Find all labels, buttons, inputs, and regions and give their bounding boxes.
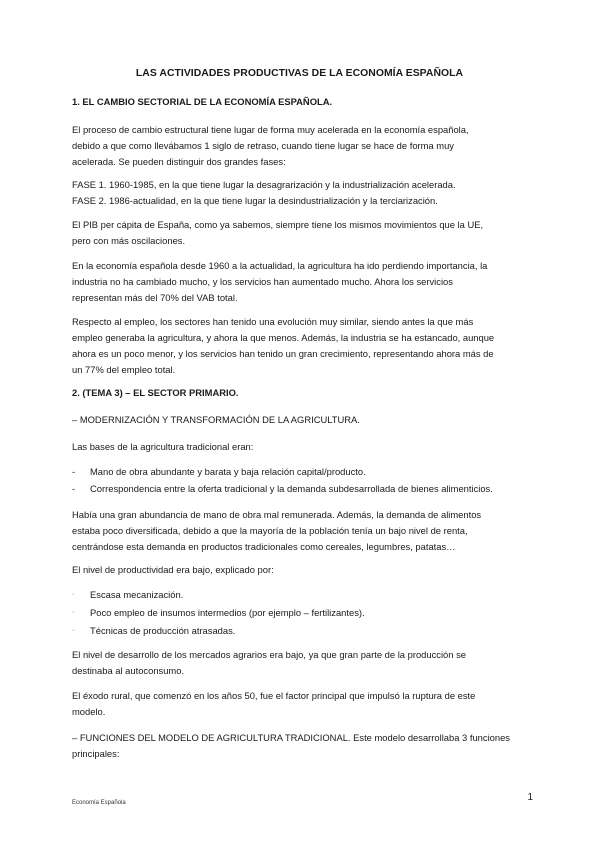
text-line: destinaba al autoconsumo.	[72, 665, 185, 676]
paragraph-markets	[72, 647, 534, 679]
text-line: industria no ha cambiado mucho, y los servicios han aumentado mucho. Ahora los servicios	[72, 276, 453, 287]
text-line: El PIB per cápita de España, como ya sabemos, siempre tiene los mismos movimientos que la UE,	[72, 219, 484, 230]
text-line: En la economía española desde 1960 a la actualidad, la agricultura ha ido perdiendo importancia, la	[72, 260, 488, 271]
footer-text: Economía Española	[72, 800, 126, 806]
bullet-dot: ·	[72, 609, 75, 616]
bullet-dash: -	[72, 483, 76, 494]
section-2-heading: 2. (TEMA 3) – EL SECTOR PRIMARIO.	[72, 387, 239, 398]
text-line: empleo generaba la agricultura, y ahora la que menos. Además, la industria se ha estancado, aunque	[72, 332, 495, 343]
text-line: El éxodo rural, que comenzó en los años 50, fue el factor principal que impulsó la ruptura de este	[72, 690, 476, 701]
bullet-dot: ·	[72, 591, 75, 598]
paragraph-rural-exodus	[72, 688, 534, 720]
paragraph-functions	[72, 730, 534, 762]
section-1-heading: 1. EL CAMBIO SECTORIAL DE LA ECONOMÍA ESPAÑOLA.	[72, 96, 333, 107]
text-line: centrándose esta demanda en productos tradicionales como cereales, legumbres, patatas…	[72, 541, 456, 552]
page-title: LAS ACTIVIDADES PRODUCTIVAS DE LA ECONOMÍA ESPAÑOLA	[135, 68, 464, 79]
text-line: Había una gran abundancia de mano de obra mal remunerada. Además, la demanda de alimentos	[72, 509, 482, 520]
text-line: debido a que como llevábamos 1 siglo de retraso, cuando tiene lugar se hace de forma muy	[72, 140, 454, 151]
subheading-modernization: – MODERNIZACIÓN Y TRANSFORMACIÓN DE LA AGRICULTURA.	[72, 414, 360, 425]
text-line: – FUNCIONES DEL MODELO DE AGRICULTURA TRADICIONAL. Este modelo desarrollaba 3 funciones	[72, 732, 510, 743]
list-item-text: Correspondencia entre la oferta tradicional y la demanda subdesarrollada de bienes alimenticios.	[90, 483, 493, 494]
paragraph-employment	[72, 314, 534, 378]
bullet-dash: -	[72, 466, 76, 477]
paragraph-productivity: El nivel de productividad era bajo, explicado por:	[72, 564, 274, 575]
text-line: FASE 2. 1986-actualidad, en la que tiene lugar la desindustrialización y la terciarización.	[72, 195, 438, 206]
text-line: El proceso de cambio estructural tiene lugar de forma muy acelerada en la economía española,	[72, 124, 469, 135]
paragraph-sectors	[72, 258, 534, 306]
paragraph-structural-change	[72, 122, 534, 170]
text-line: representan más del 70% del VAB total.	[72, 292, 238, 303]
text-line: modelo.	[72, 706, 106, 717]
text-line: El nivel de desarrollo de los mercados agrarios era bajo, ya que gran parte de la producción se	[72, 649, 466, 660]
bullet-dot: ·	[72, 627, 75, 634]
paragraph-phases	[72, 177, 534, 209]
text-line: FASE 1. 1960-1985, en la que tiene lugar la desagrarización y la industrialización acelerada.	[72, 179, 456, 190]
text-line: estaba poco diversificada, debido a que la mayoría de la población tenía un bajo nivel de renta,	[72, 525, 468, 536]
text-line: acelerada. Se pueden distinguir dos grandes fases:	[72, 156, 286, 167]
text-line: principales:	[72, 748, 120, 759]
text-line: un 77% del empleo total.	[72, 364, 176, 375]
list-item-text: Técnicas de producción atrasadas.	[90, 625, 236, 636]
page-number: 1	[527, 792, 533, 803]
text-line: Respecto al empleo, los sectores han tenido una evolución muy similar, siendo antes la que más	[72, 316, 474, 327]
list-item-text: Mano de obra abundante y barata y baja relación capital/producto.	[90, 466, 366, 477]
text-line: pero con más oscilaciones.	[72, 235, 186, 246]
list-item-text: Poco empleo de insumos intermedios (por ejemplo – fertilizantes).	[90, 607, 365, 618]
paragraph-labor	[72, 507, 534, 555]
list-item-text: Escasa mecanización.	[90, 589, 184, 600]
text-line: ahora es un poco menor, y los servicios han tenido un gran crecimiento, representando ahora más de	[72, 348, 494, 359]
paragraph-bases: Las bases de la agricultura tradicional eran:	[72, 441, 254, 452]
paragraph-pib	[72, 217, 534, 249]
